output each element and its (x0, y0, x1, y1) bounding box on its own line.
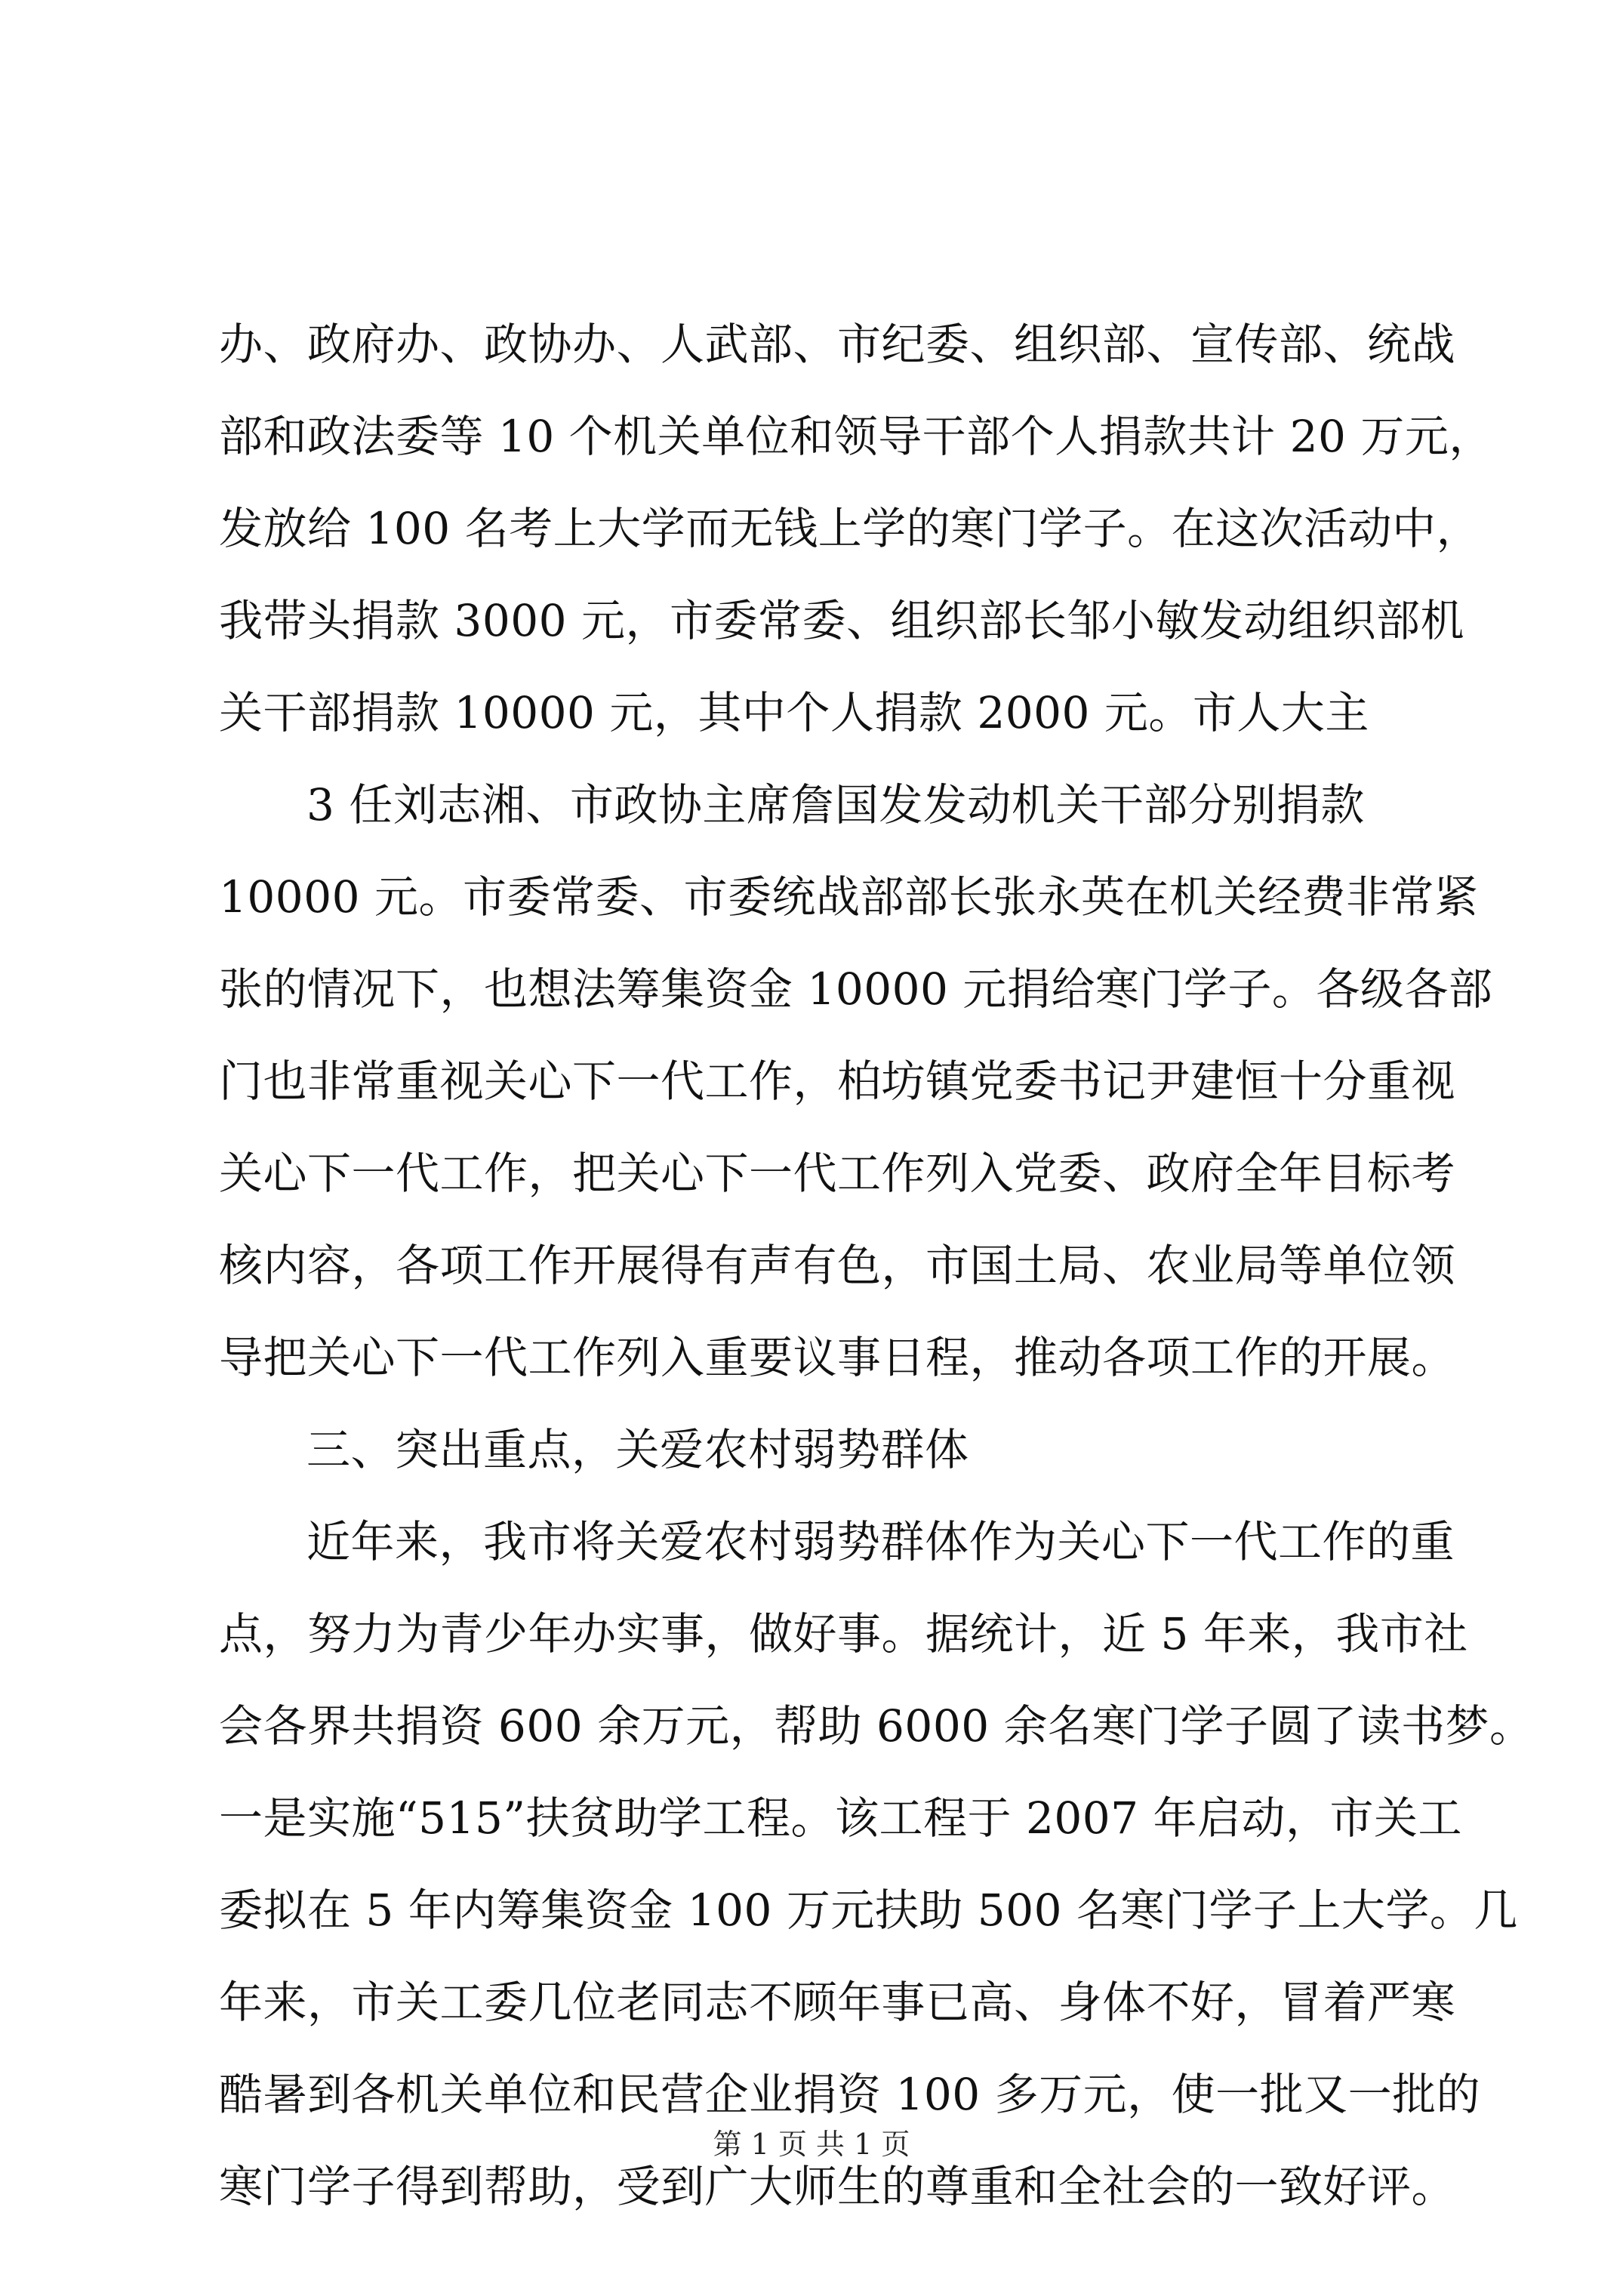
text-line: 我带头捐款 3000 元，市委常委、组织部长邹小敏发动组织部机 (219, 595, 1464, 646)
text-line: 酷暑到各机关单位和民营企业捐资 100 多万元，使一批又一批的 (219, 2069, 1481, 2120)
text-line: 10000 元。市委常委、市委统战部部长张永英在机关经费非常紧 (219, 871, 1479, 923)
text-line: 核内容，各项工作开展得有声有色，市国土局、农业局等单位领 (219, 1240, 1456, 1291)
text-line: 导把关心下一代工作列入重要议事日程，推动各项工作的开展。 (219, 1332, 1456, 1383)
text-line: 门也非常重视关心下一代工作，柏坊镇党委书记尹建恒十分重视 (219, 1056, 1456, 1107)
text-line: 寒门学子得到帮助，受到广大师生的尊重和全社会的一致好评。 (219, 2161, 1456, 2212)
text-line: 委拟在 5 年内筹集资金 100 万元扶助 500 名寒门学子上大学。几 (219, 1885, 1518, 1936)
text-line: 张的情况下，也想法筹集资金 10000 元捐给寒门学子。各级各部 (219, 963, 1493, 1015)
text-line: 一是实施“515”扶贫助学工程。该工程于 2007 年启动，市关工 (219, 1792, 1462, 1844)
text-line: 办、政府办、政协办、人武部、市纪委、组织部、宣传部、统战 (219, 319, 1456, 370)
text-line: 发放给 100 名考上大学而无钱上学的寒门学子。在这次活动中， (219, 503, 1481, 554)
body-text (219, 298, 1534, 2233)
text-line: 关干部捐款 10000 元，其中个人捐款 2000 元。市人大主 (219, 687, 1369, 738)
text-line: 年来，市关工委几位老同志不顾年事已高、身体不好，冒着严寒 (219, 1977, 1456, 2028)
text-line: 点，努力为青少年办实事，做好事。据统计，近 5 年来，我市社 (219, 1608, 1468, 1660)
text-line: 关心下一代工作，把关心下一代工作列入党委、政府全年目标考 (219, 1148, 1456, 1199)
page-footer: 第 1 页 共 1 页 (713, 2128, 910, 2161)
text-line: 会各界共捐资 600 余万元，帮助 6000 余名寒门学子圆了读书梦。 (219, 1700, 1534, 1752)
section-heading: 三、突出重点，关爱农村弱势群体 (306, 1424, 969, 1475)
text-line: 近年来，我市将关爱农村弱势群体作为关心下一代工作的重 (306, 1516, 1455, 1567)
text-line: 部和政法委等 10 个机关单位和领导干部个人捐款共计 20 万元， (219, 411, 1493, 462)
text-line: 3 任刘志湘、市政协主席詹国发发动机关干部分别捐款 (306, 779, 1365, 831)
